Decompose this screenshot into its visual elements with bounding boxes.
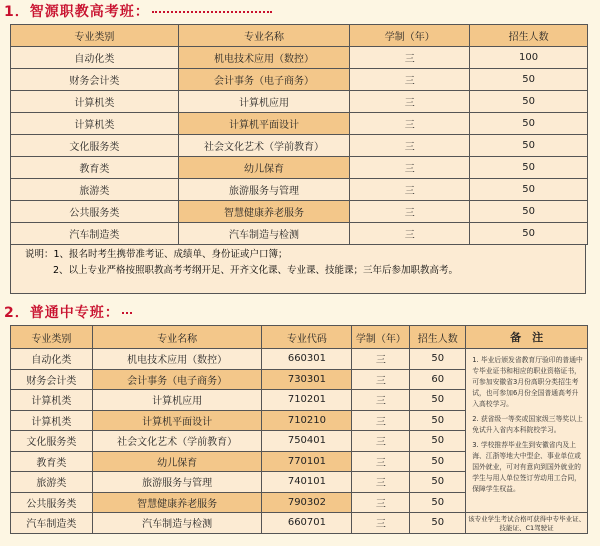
cell-major: 旅游服务与管理 (178, 179, 350, 201)
cell-category: 计算机类 (11, 91, 179, 113)
remark-1: 1. 毕业后颁发省教育厅验印的普通中专毕业证书和相应的职业资格证书，可参加安徽省3月份高职分类招生考试，也可参加6月份全国普通高考升入高校学习。 (472, 356, 583, 408)
regular-class-table (10, 325, 588, 534)
cell-category: 文化服务类 (11, 135, 179, 157)
footnote-cell: 该专业学生考试合格可获得中专毕业证、技能证、C1驾驶证 (466, 513, 588, 534)
cell-major: 汽车制造与检测 (92, 513, 262, 534)
title-underline (122, 312, 132, 314)
cell-code: 770101 (262, 451, 352, 472)
cell-code: 750401 (262, 431, 352, 452)
table-row (11, 201, 588, 223)
header-count: 招生人数 (410, 326, 466, 349)
cell-count: 50 (410, 431, 466, 452)
cell-years: 三 (350, 157, 470, 179)
cell-major: 机电技术应用（数控） (178, 47, 350, 69)
note-line-2: 2、以上专业严格按照职教高考考纲开足、开齐文化课、专业课、技能课；三年后参加职教高考。 (53, 265, 459, 276)
cell-category: 计算机类 (11, 113, 179, 135)
cell-major: 计算机应用 (178, 91, 350, 113)
table-row (11, 47, 588, 69)
cell-category: 自动化类 (11, 47, 179, 69)
gaokao-class-table (10, 24, 588, 245)
cell-years: 三 (352, 369, 410, 390)
cell-years: 三 (352, 451, 410, 472)
cell-major: 会计事务（电子商务） (92, 369, 262, 390)
cell-code: 660701 (262, 513, 352, 534)
table-row (11, 91, 588, 113)
table-row (11, 135, 588, 157)
cell-years: 三 (350, 179, 470, 201)
cell-major: 会计事务（电子商务） (178, 69, 350, 91)
cell-count: 50 (410, 349, 466, 370)
cell-count: 50 (410, 390, 466, 411)
cell-category: 公共服务类 (11, 201, 179, 223)
cell-years: 三 (350, 47, 470, 69)
cell-count: 50 (470, 201, 588, 223)
cell-count: 100 (470, 47, 588, 69)
cell-category: 汽车制造类 (11, 513, 93, 534)
header-category: 专业类别 (11, 25, 179, 47)
cell-years: 三 (350, 201, 470, 223)
header-category: 专业类别 (11, 326, 93, 349)
header-years: 学制（年） (352, 326, 410, 349)
header-major: 专业名称 (178, 25, 350, 47)
cell-count: 50 (410, 451, 466, 472)
section1-title: 1．智源职教高考班： (4, 1, 272, 21)
cell-count: 50 (470, 157, 588, 179)
cell-years: 三 (352, 390, 410, 411)
table-header-row (11, 326, 588, 349)
cell-category: 教育类 (11, 157, 179, 179)
cell-years: 三 (350, 69, 470, 91)
header-code: 专业代码 (262, 326, 352, 349)
cell-code: 710210 (262, 410, 352, 431)
cell-years: 三 (352, 410, 410, 431)
cell-major: 计算机平面设计 (178, 113, 350, 135)
cell-count: 50 (470, 91, 588, 113)
cell-years: 三 (352, 492, 410, 513)
cell-major: 社会文化艺术（学前教育） (92, 431, 262, 452)
table-row (11, 349, 588, 370)
table-header-row (11, 25, 588, 47)
header-major: 专业名称 (92, 326, 262, 349)
cell-category: 汽车制造类 (11, 223, 179, 245)
cell-major: 旅游服务与管理 (92, 472, 262, 493)
cell-years: 三 (352, 513, 410, 534)
cell-count: 50 (470, 113, 588, 135)
header-count: 招生人数 (470, 25, 588, 47)
section2-title: 2．普通中专班： (4, 302, 132, 322)
cell-category: 财务会计类 (11, 369, 93, 390)
cell-count: 60 (410, 369, 466, 390)
cell-count: 50 (470, 69, 588, 91)
cell-major: 幼儿保育 (92, 451, 262, 472)
table-row (11, 179, 588, 201)
header-years: 学制（年） (350, 25, 470, 47)
cell-code: 730301 (262, 369, 352, 390)
cell-code: 740101 (262, 472, 352, 493)
cell-count: 50 (470, 179, 588, 201)
cell-count: 50 (410, 492, 466, 513)
cell-major: 计算机平面设计 (92, 410, 262, 431)
cell-code: 710201 (262, 390, 352, 411)
remark-2: 2. 获省级一等奖或国家级三等奖以上免试升入省内本科院校学习。 (472, 415, 583, 434)
cell-category: 教育类 (11, 451, 93, 472)
table-row (11, 69, 588, 91)
cell-count: 50 (410, 472, 466, 493)
cell-years: 三 (352, 472, 410, 493)
cell-category: 财务会计类 (11, 69, 179, 91)
cell-years: 三 (350, 135, 470, 157)
cell-major: 社会文化艺术（学前教育） (178, 135, 350, 157)
cell-major: 计算机应用 (92, 390, 262, 411)
note-line-1: 说明：1、报名时考生携带准考证、成绩单、身份证或户口簿； (25, 249, 288, 260)
remark-3: 3. 学校推荐毕业生到安徽省内及上海、江浙等地大中型企、事业单位或国外就业，可对有意向到国外就业的学生与用人单位签订劳动用工合同，保障学生权益。 (472, 441, 581, 493)
cell-category: 旅游类 (11, 179, 179, 201)
cell-category: 计算机类 (11, 390, 93, 411)
cell-major: 智慧健康养老服务 (92, 492, 262, 513)
cell-category: 自动化类 (11, 349, 93, 370)
cell-major: 智慧健康养老服务 (178, 201, 350, 223)
remarks-cell (466, 349, 588, 513)
cell-count: 50 (410, 410, 466, 431)
cell-count: 50 (470, 223, 588, 245)
cell-years: 三 (350, 113, 470, 135)
cell-count: 50 (410, 513, 466, 534)
cell-years: 三 (350, 91, 470, 113)
cell-code: 660301 (262, 349, 352, 370)
cell-years: 三 (352, 349, 410, 370)
cell-category: 公共服务类 (11, 492, 93, 513)
cell-years: 三 (352, 431, 410, 452)
header-remarks: 备 注 (466, 326, 588, 349)
cell-category: 计算机类 (11, 410, 93, 431)
cell-category: 文化服务类 (11, 431, 93, 452)
table-row (11, 113, 588, 135)
title-underline (152, 11, 272, 13)
cell-count: 50 (470, 135, 588, 157)
table-row (11, 157, 588, 179)
cell-code: 790302 (262, 492, 352, 513)
table-row (11, 223, 588, 245)
table-row (11, 513, 588, 534)
cell-category: 旅游类 (11, 472, 93, 493)
cell-major: 幼儿保育 (178, 157, 350, 179)
cell-major: 汽车制造与检测 (178, 223, 350, 245)
cell-years: 三 (350, 223, 470, 245)
cell-major: 机电技术应用（数控） (92, 349, 262, 370)
notes-box (10, 244, 586, 294)
